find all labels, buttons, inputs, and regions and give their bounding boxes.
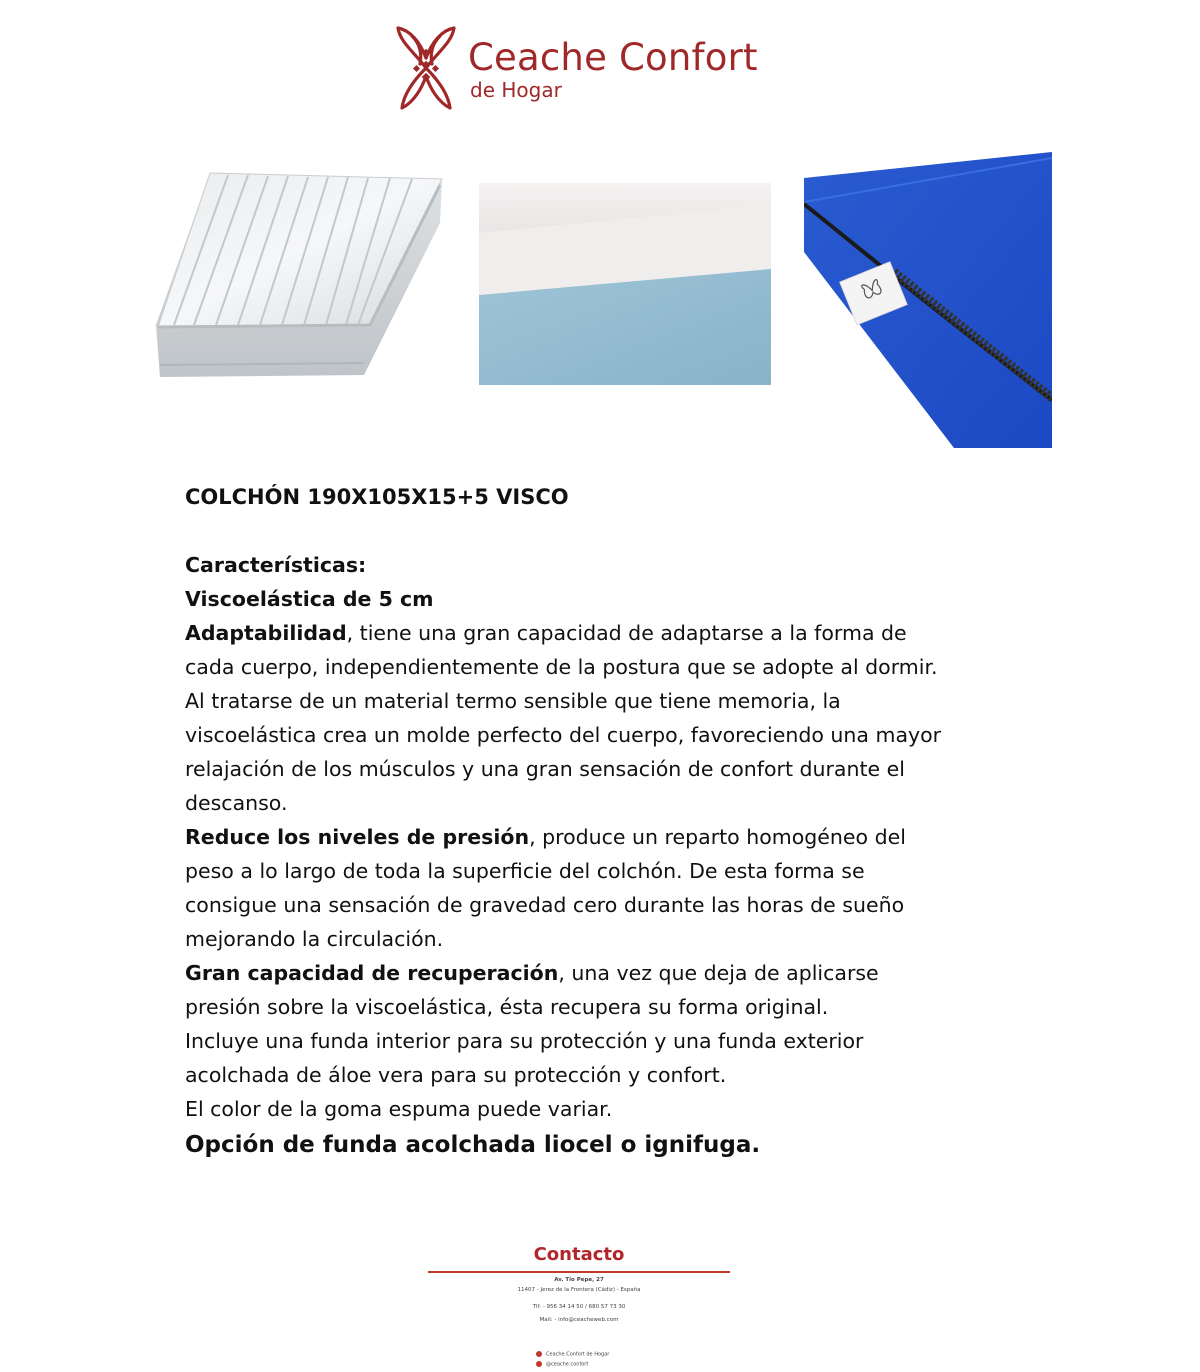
contact-address-line1: Av. Tío Pepe, 27 <box>554 1277 604 1283</box>
product-description <box>185 480 945 1162</box>
instagram-icon <box>536 1361 542 1367</box>
pressure-text: , produce un reparto homogéneo del peso a lo largo de toda la superficie del colchón. De esta forma se consigue una sensación de gravedad cero durante las horas de sueño mejorando la circulación. <box>185 825 906 951</box>
contact-address-line2: 11407 - Jerez de la Frontera (Cádiz) - España <box>517 1287 641 1293</box>
brand-name: Ceache Confort <box>468 36 758 79</box>
features-heading: Características: <box>185 553 367 577</box>
instagram-label: @ceache.confort <box>546 1361 589 1368</box>
contact-divider <box>428 1271 730 1273</box>
visco-heading: Viscoelástica de 5 cm <box>185 587 434 611</box>
color-note: El color de la goma espuma puede variar. <box>185 1097 613 1121</box>
contact-instagram[interactable] <box>536 1361 588 1368</box>
covers-paragraph: Incluye una funda interior para su protección y una funda exterior acolchada de áloe vera para su protección y confort. <box>185 1029 864 1087</box>
contact-block <box>428 1240 730 1370</box>
contact-phone: Tlf: - 956 34 14 50 / 680 57 73 30 <box>532 1304 626 1310</box>
pressure-paragraph <box>185 820 945 956</box>
butterfly-logo-icon <box>392 22 460 112</box>
recovery-paragraph <box>185 956 945 1024</box>
adaptability-text: , tiene una gran capacidad de adaptarse a la forma de cada cuerpo, independientemente de la postura que se adopte al dormir. Al tratarse de un material termo sensible que tiene memoria, la viscoelástica crea un molde perfecto del cuerpo, favoreciendo una mayor relajación de los músculos y una gran sensación de confort durante el descanso. <box>185 621 942 815</box>
mattress-photo <box>150 165 450 385</box>
brand-tagline: de Hogar <box>470 78 562 102</box>
foam-layers-photo <box>479 183 771 385</box>
contact-facebook[interactable] <box>536 1351 609 1358</box>
adaptability-paragraph <box>185 616 945 820</box>
recovery-label: Gran capacidad de recuperación <box>185 961 559 985</box>
blue-cover-photo <box>804 152 1052 448</box>
pressure-label: Reduce los niveles de presión <box>185 825 530 849</box>
contact-mail[interactable]: Mail: - info@ceacheweb.com <box>539 1317 619 1323</box>
brand-logo <box>392 22 792 116</box>
cover-option-note: Opción de funda acolchada liocel o ignifuga. <box>185 1132 761 1158</box>
recovery-text: , una vez que deja de aplicarse presión sobre la viscoelástica, ésta recupera su forma original. <box>185 961 879 1019</box>
adaptability-label: Adaptabilidad <box>185 621 347 645</box>
contact-title: Contacto <box>533 1244 625 1265</box>
product-title: COLCHÓN 190X105X15+5 VISCO <box>185 485 569 509</box>
facebook-label: Ceache Confort de Hogar <box>546 1351 610 1358</box>
facebook-icon <box>536 1351 542 1357</box>
